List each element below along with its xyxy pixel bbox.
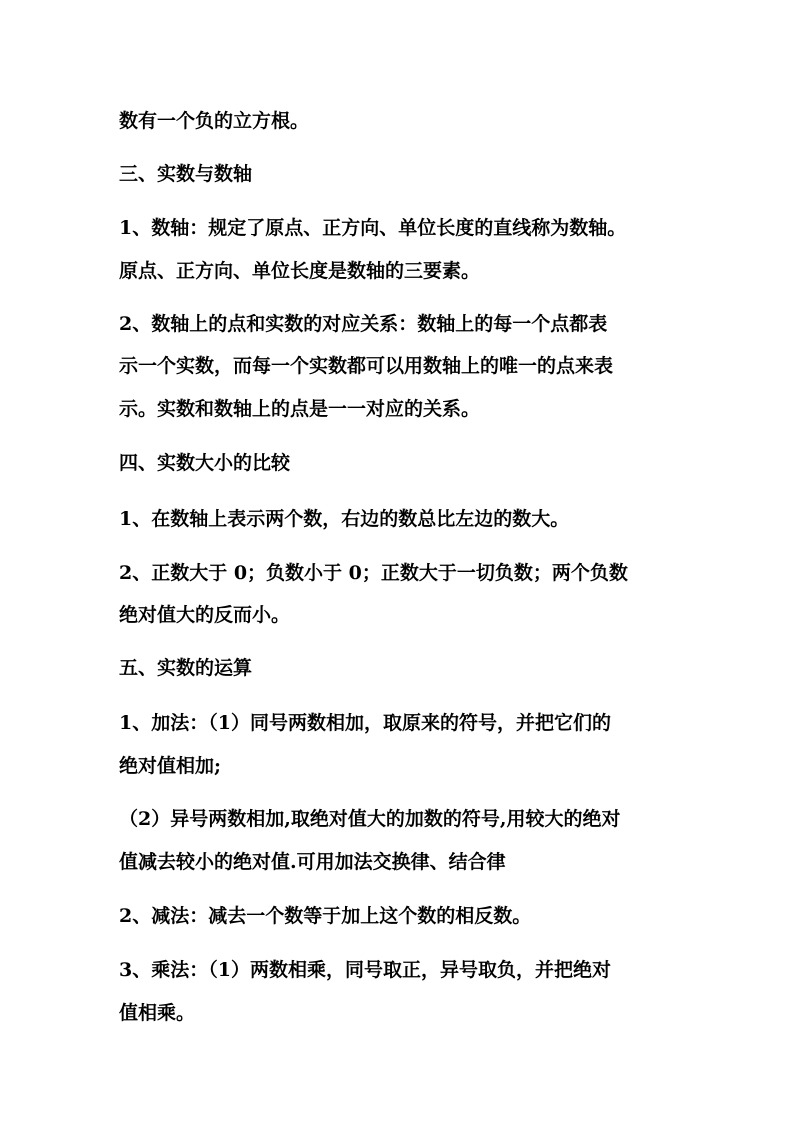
text-line: 原点、正方向、单位长度是数轴的三要素。 [119, 260, 481, 282]
text-line: 示一个实数，而每一个实数都可以用数轴上的唯一的点来表 [119, 355, 614, 377]
text-line: 绝对值大的反而小。 [119, 604, 291, 626]
section-heading-3: 三、实数与数轴 [119, 163, 253, 185]
text-line: 1、数轴：规定了原点、正方向、单位长度的直线称为数轴。 [119, 217, 627, 239]
text-line: 绝对值相加; [119, 755, 222, 777]
section-heading-4: 四、实数大小的比较 [119, 452, 291, 474]
text-line: 2、正数大于 0；负数小于 0；正数大于一切负数；两个负数 [119, 562, 628, 584]
text-line: 3、乘法：（1）两数相乘，同号取正，异号取负，并把绝对 [119, 959, 611, 981]
text-line: 数有一个负的立方根。 [119, 110, 310, 132]
text-line: 值减去较小的绝对值.可用加法交换律、结合律 [119, 851, 506, 873]
text-line: 1、在数轴上表示两个数，右边的数总比左边的数大。 [119, 508, 570, 530]
text-line: 2、数轴上的点和实数的对应关系：数轴上的每一个点都表 [119, 313, 608, 335]
text-line: 示。实数和数轴上的点是一一对应的关系。 [119, 398, 481, 420]
text-line: 1、加法：（1）同号两数相加，取原来的符号，并把它们的 [119, 712, 611, 734]
section-heading-5: 五、实数的运算 [119, 657, 253, 679]
text-line: 值相乘。 [119, 1002, 196, 1024]
text-line: （2）异号两数相加,取绝对值大的加数的符号,用较大的绝对 [119, 808, 621, 830]
text-line: 2、减法：减去一个数等于加上这个数的相反数。 [119, 905, 532, 927]
